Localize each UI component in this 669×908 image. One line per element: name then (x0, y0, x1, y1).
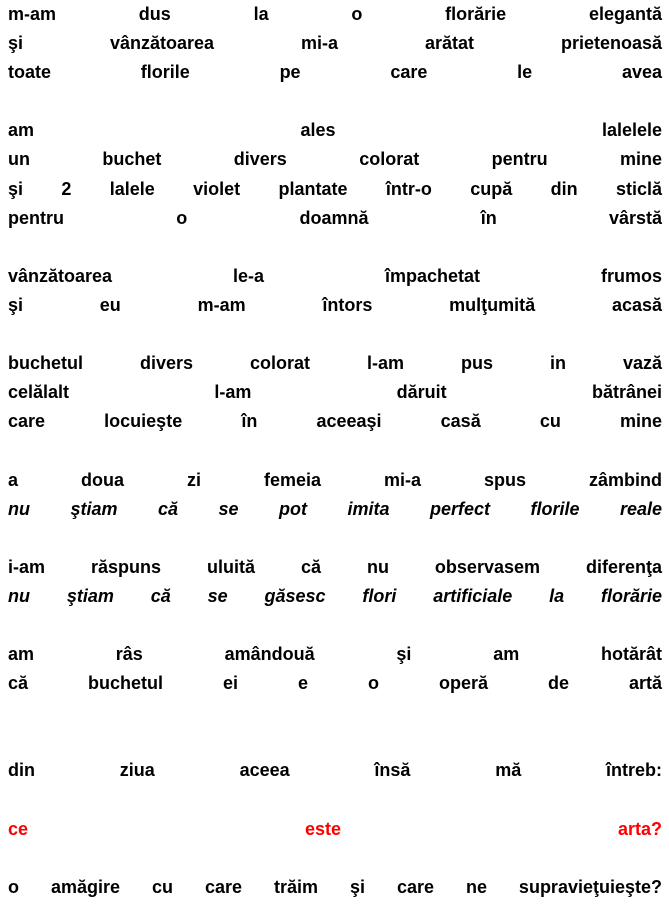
poem-line: celălalt l-am dăruit bătrânei (8, 382, 662, 403)
stanza-2 (8, 116, 662, 232)
stanza-7 (8, 640, 662, 698)
poem-line: un buchet divers colorat pentru mine (8, 149, 662, 170)
poem-line: buchetul divers colorat l-am pus in vază (8, 353, 662, 374)
stanza-4 (8, 349, 662, 436)
highlight-line: ce este arta? (8, 818, 662, 839)
stanza-5 (8, 466, 662, 524)
quoted-line: nu ştiam că se pot imita perfect florile reale (8, 498, 662, 519)
poem-line: m-am dus la o florărie elegantă (8, 4, 662, 24)
stanza-9 (8, 815, 662, 844)
stanza-3 (8, 262, 662, 320)
stanza-10 (8, 873, 662, 902)
quoted-line: nu ştiam că se găsesc flori artificiale la florărie (8, 585, 662, 606)
poem-line: a doua zi femeia mi-a spus zâmbind (8, 469, 662, 490)
stanza-1 (8, 0, 662, 87)
poem-line: i-am răspuns uluită că nu observasem diferenţa (8, 556, 662, 577)
poem (8, 0, 662, 902)
poem-line: şi 2 lalele violet plantate într-o cupă din sticlă (8, 178, 662, 199)
poem-line: am râs amândouă şi am hotărât (8, 644, 662, 665)
poem-line: pentru o doamnă în vârstă (8, 207, 662, 228)
poem-line: şi eu m-am întors mulţumită acasă (8, 294, 662, 315)
stanza-8 (8, 756, 662, 785)
stanza-6 (8, 553, 662, 611)
poem-line: vânzătoarea le-a împachetat frumos (8, 265, 662, 286)
poem-line: care locuieşte în aceeaşi casă cu mine (8, 411, 662, 432)
poem-line: toate florile pe care le avea (8, 62, 662, 83)
poem-line: că buchetul ei e o operă de artă (8, 673, 662, 694)
poem-line: şi vânzătoarea mi-a arătat prietenoasă (8, 33, 662, 54)
poem-line: din ziua aceea însă mă întreb: (8, 760, 662, 781)
poem-line: o amăgire cu care trăim şi care ne supravieţuieşte? (8, 876, 662, 897)
poem-line: am ales lalelele (8, 120, 662, 141)
